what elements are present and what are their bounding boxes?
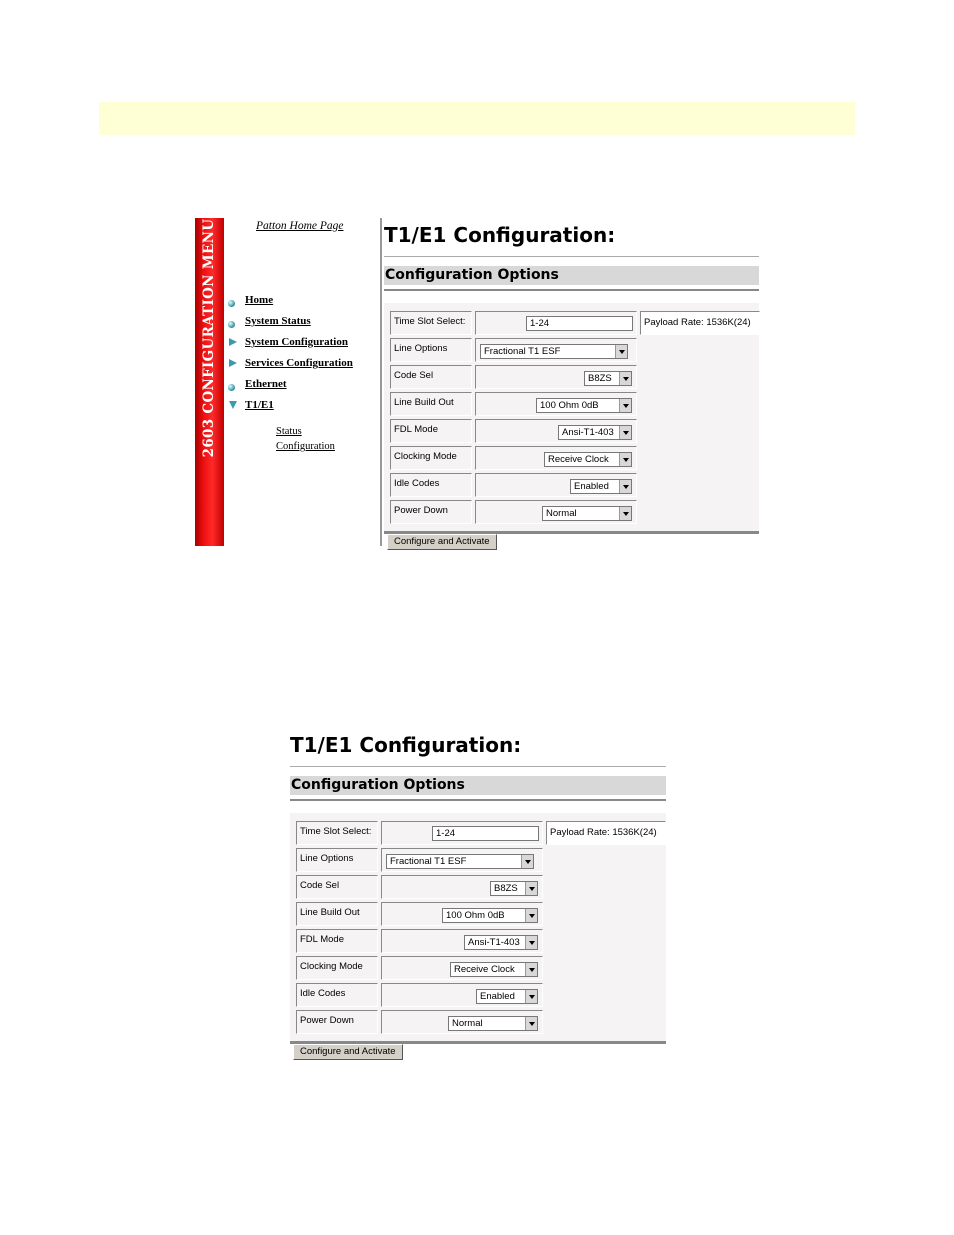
field-label-cell <box>390 392 472 416</box>
page-title: T1/E1 Configuration: <box>290 733 522 757</box>
field-label-cell <box>296 902 378 926</box>
chevron-down-icon[interactable] <box>619 507 631 520</box>
line-options-selected-value: Fractional T1 ESF <box>390 856 467 867</box>
field-value-cell <box>381 821 543 845</box>
field-label-cell <box>390 473 472 497</box>
field-value-cell <box>475 419 637 443</box>
field-label-fdl-mode: FDL Mode <box>300 934 344 945</box>
field-label-time-slot-select: Time Slot Select: <box>394 316 466 327</box>
field-label-fdl-mode: FDL Mode <box>394 424 438 435</box>
section-rule <box>384 289 759 291</box>
code-sel-select[interactable] <box>490 881 538 896</box>
line-build-out-select[interactable] <box>442 908 538 923</box>
patton-home-page-link[interactable]: Patton Home Page <box>256 220 344 232</box>
arrow-down-icon <box>229 401 237 409</box>
idle-codes-select[interactable] <box>476 989 538 1004</box>
chevron-down-icon[interactable] <box>525 990 537 1003</box>
field-value-cell <box>381 902 543 926</box>
menu-item-system-configuration[interactable]: System Configuration <box>245 336 348 348</box>
field-label-cell <box>390 338 472 362</box>
field-label-idle-codes: Idle Codes <box>300 988 346 999</box>
field-label-line-options: Line Options <box>300 853 354 864</box>
idle-codes-selected-value: Enabled <box>574 481 609 492</box>
menu-item-home[interactable]: Home <box>245 294 274 306</box>
chevron-down-icon[interactable] <box>619 399 631 412</box>
code-sel-select[interactable] <box>584 371 632 386</box>
field-label-power-down: Power Down <box>394 505 448 516</box>
idle-codes-select[interactable] <box>570 479 632 494</box>
title-rule <box>290 766 666 767</box>
fdl-mode-select[interactable] <box>464 935 538 950</box>
fdl-mode-selected-value: Ansi-T1-403 <box>562 427 614 438</box>
field-label-line-options: Line Options <box>394 343 448 354</box>
chevron-down-icon[interactable] <box>525 936 537 949</box>
bullet-dot-icon <box>228 321 235 328</box>
chevron-down-icon[interactable] <box>525 963 537 976</box>
code-sel-selected-value: B8ZS <box>588 373 612 384</box>
bullet-dot-icon <box>228 384 235 391</box>
chevron-down-icon[interactable] <box>521 855 533 868</box>
field-value-cell <box>381 1010 543 1034</box>
config-form <box>290 813 666 1041</box>
field-label-clocking-mode: Clocking Mode <box>394 451 457 462</box>
time-slot-select-input[interactable]: 1-24 <box>432 826 539 841</box>
payload-rate: Payload Rate: 1536K(24) <box>550 827 657 838</box>
clocking-mode-select[interactable] <box>544 452 632 467</box>
submenu-item-configuration[interactable]: Configuration <box>276 441 335 452</box>
field-value-cell <box>475 311 637 335</box>
chevron-down-icon[interactable] <box>525 909 537 922</box>
chevron-down-icon[interactable] <box>619 426 631 439</box>
idle-codes-selected-value: Enabled <box>480 991 515 1002</box>
field-label-cell <box>390 500 472 524</box>
field-value-cell <box>381 929 543 953</box>
field-label-cell <box>390 446 472 470</box>
field-label-clocking-mode: Clocking Mode <box>300 961 363 972</box>
field-value-cell <box>475 446 637 470</box>
field-label-cell <box>296 1010 378 1034</box>
configuration-menu-bar <box>195 218 224 546</box>
line-options-selected-value: Fractional T1 ESF <box>484 346 561 357</box>
page-title: T1/E1 Configuration: <box>384 223 616 247</box>
time-slot-select-input[interactable]: 1-24 <box>526 316 633 331</box>
field-label-code-sel: Code Sel <box>394 370 434 381</box>
chevron-down-icon[interactable] <box>619 453 631 466</box>
field-label-power-down: Power Down <box>300 1015 354 1026</box>
section-header-bar <box>290 776 666 795</box>
configure-and-activate-button[interactable]: Configure and Activate <box>293 1044 403 1060</box>
line-build-out-selected-value: 100 Ohm 0dB <box>540 400 599 411</box>
config-form <box>384 303 759 531</box>
power-down-select[interactable] <box>448 1016 538 1031</box>
field-value-cell <box>475 500 637 524</box>
menu-item-services-configuration[interactable]: Services Configuration <box>245 357 353 369</box>
fdl-mode-select[interactable] <box>558 425 632 440</box>
config-panel-detail <box>290 733 666 1057</box>
chevron-down-icon[interactable] <box>525 1017 537 1030</box>
field-label-cell <box>296 848 378 872</box>
field-label-cell <box>390 311 472 335</box>
title-rule <box>384 256 759 257</box>
field-value-cell <box>381 875 543 899</box>
config-panel <box>384 223 759 546</box>
arrow-right-icon <box>229 359 237 367</box>
chevron-down-icon[interactable] <box>619 372 631 385</box>
menu-item-ethernet[interactable]: Ethernet <box>245 378 287 390</box>
menu-item-system-status[interactable]: System Status <box>245 315 311 327</box>
power-down-select[interactable] <box>542 506 632 521</box>
field-label-cell <box>296 956 378 980</box>
field-value-cell <box>475 473 637 497</box>
section-header: Configuration Options <box>385 267 559 283</box>
configure-and-activate-button[interactable]: Configure and Activate <box>387 534 497 550</box>
field-value-cell <box>381 956 543 980</box>
payload-rate-cell <box>640 311 760 335</box>
chevron-down-icon[interactable] <box>619 480 631 493</box>
field-label-code-sel: Code Sel <box>300 880 340 891</box>
section-header: Configuration Options <box>291 777 465 793</box>
field-value-cell <box>475 338 637 362</box>
frame-divider <box>380 218 382 546</box>
field-value-cell <box>475 392 637 416</box>
payload-rate-cell <box>546 821 666 845</box>
field-value-cell <box>381 848 543 872</box>
field-label-cell <box>296 929 378 953</box>
arrow-right-icon <box>229 338 237 346</box>
field-label-cell <box>296 821 378 845</box>
field-label-idle-codes: Idle Codes <box>394 478 440 489</box>
bullet-dot-icon <box>228 300 235 307</box>
line-options-select[interactable] <box>480 344 628 359</box>
section-rule <box>290 799 666 801</box>
section-header-bar <box>384 266 759 285</box>
clocking-mode-selected-value: Receive Clock <box>548 454 609 465</box>
submenu-item-status[interactable]: Status <box>276 426 302 437</box>
field-label-line-build-out: Line Build Out <box>300 907 360 918</box>
fdl-mode-selected-value: Ansi-T1-403 <box>468 937 520 948</box>
line-build-out-selected-value: 100 Ohm 0dB <box>446 910 505 921</box>
line-build-out-select[interactable] <box>536 398 632 413</box>
line-options-select[interactable] <box>386 854 534 869</box>
power-down-selected-value: Normal <box>452 1018 483 1029</box>
chevron-down-icon[interactable] <box>615 345 627 358</box>
code-sel-selected-value: B8ZS <box>494 883 518 894</box>
field-label-line-build-out: Line Build Out <box>394 397 454 408</box>
field-value-cell <box>475 365 637 389</box>
full-config-screenshot <box>195 218 760 546</box>
field-label-cell <box>390 419 472 443</box>
field-value-cell <box>381 983 543 1007</box>
field-label-cell <box>390 365 472 389</box>
menu-vertical-title: 2603 CONFIGURATION MENU <box>201 218 217 458</box>
chevron-down-icon[interactable] <box>525 882 537 895</box>
field-label-cell <box>296 983 378 1007</box>
clocking-mode-selected-value: Receive Clock <box>454 964 515 975</box>
power-down-selected-value: Normal <box>546 508 577 519</box>
field-label-time-slot-select: Time Slot Select: <box>300 826 372 837</box>
menu-item-t1-e1[interactable]: T1/E1 <box>245 399 274 411</box>
payload-rate: Payload Rate: 1536K(24) <box>644 317 751 328</box>
clocking-mode-select[interactable] <box>450 962 538 977</box>
highlight-band <box>99 102 855 135</box>
field-label-cell <box>296 875 378 899</box>
